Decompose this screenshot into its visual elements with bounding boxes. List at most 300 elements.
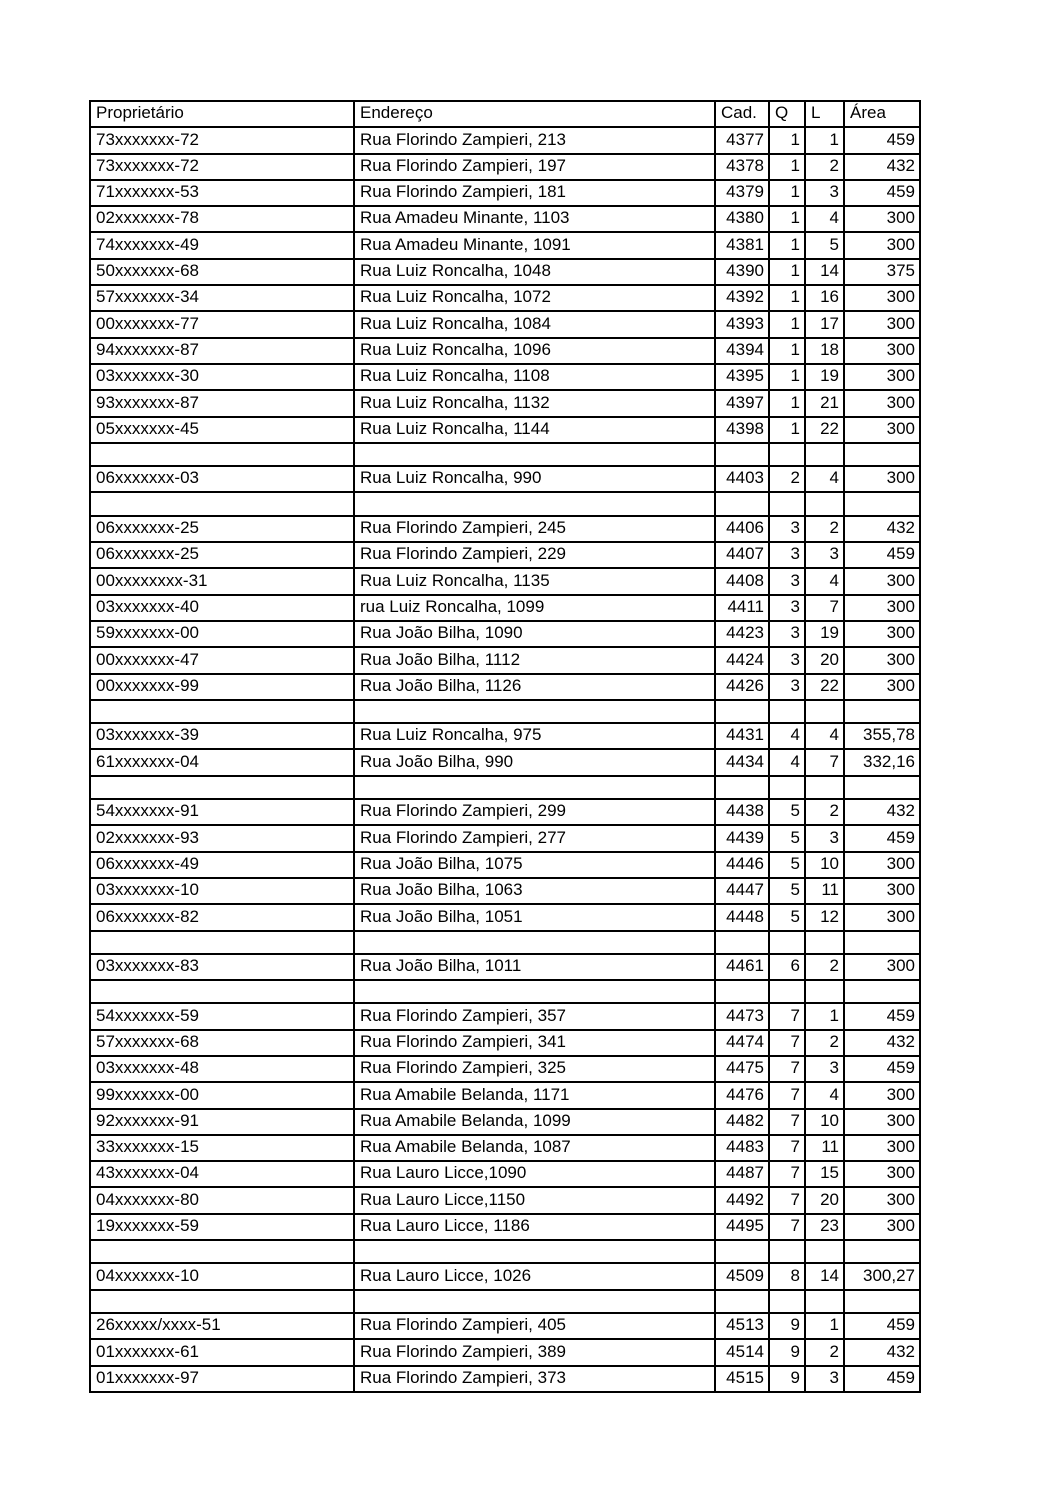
cell-q: 3 [769,568,805,594]
cell-cad: 4483 [715,1135,769,1161]
table-row [90,364,920,390]
table-row [90,621,920,647]
cell-endereco: Rua Lauro Licce, 1186 [354,1214,715,1240]
cell-q: 1 [769,338,805,364]
cell-l: 19 [805,621,844,647]
cell-area: 300 [844,232,920,258]
cell-area: 300 [844,364,920,390]
cell-proprietario [90,700,354,723]
cell-q: 1 [769,154,805,180]
cell-l [805,931,844,954]
cell-area: 300 [844,1214,920,1240]
cell-endereco: Rua Florindo Zampieri, 277 [354,825,715,851]
cell-l: 23 [805,1214,844,1240]
cell-proprietario [90,1290,354,1313]
cell-area [844,443,920,466]
cell-proprietario [90,443,354,466]
cell-area: 300 [844,1109,920,1135]
table-row [90,904,920,930]
cell-area: 300 [844,1082,920,1108]
cell-proprietario: 73xxxxxxx-72 [90,154,354,180]
cell-q: 7 [769,1161,805,1187]
spacer-row [90,1240,920,1263]
cell-cad: 4381 [715,232,769,258]
cell-cad [715,1290,769,1313]
cell-l: 11 [805,878,844,904]
table-row [90,1366,920,1392]
cell-proprietario: 99xxxxxxx-00 [90,1082,354,1108]
cell-endereco: Rua Florindo Zampieri, 197 [354,154,715,180]
cell-cad: 4377 [715,127,769,153]
cell-cad: 4393 [715,311,769,337]
cell-proprietario: 57xxxxxxx-34 [90,285,354,311]
table-row [90,285,920,311]
cell-area: 459 [844,127,920,153]
table-row [90,466,920,492]
cell-endereco: Rua Florindo Zampieri, 325 [354,1056,715,1082]
cell-q: 8 [769,1263,805,1289]
cell-l: 3 [805,542,844,568]
cell-endereco: Rua Florindo Zampieri, 405 [354,1313,715,1339]
cell-cad [715,700,769,723]
column-header-endereco: Endereço [354,101,715,127]
cell-cad [715,492,769,515]
table-row [90,674,920,700]
cell-endereco: Rua Luiz Roncalha, 1144 [354,417,715,443]
table-row [90,516,920,542]
cell-endereco: Rua Luiz Roncalha, 1084 [354,311,715,337]
cell-area: 300 [844,285,920,311]
cell-q [769,931,805,954]
cell-proprietario: 00xxxxxxx-99 [90,674,354,700]
cell-l: 2 [805,799,844,825]
cell-proprietario: 00xxxxxxxx-31 [90,568,354,594]
cell-area [844,700,920,723]
table-row [90,1056,920,1082]
cell-cad [715,443,769,466]
cell-area: 459 [844,180,920,206]
cell-proprietario: 93xxxxxxx-87 [90,390,354,416]
cell-q: 1 [769,311,805,337]
cell-l: 19 [805,364,844,390]
cell-l: 12 [805,904,844,930]
cell-endereco: Rua Lauro Licce, 1026 [354,1263,715,1289]
cell-proprietario [90,980,354,1003]
cell-l: 16 [805,285,844,311]
cell-endereco: Rua Florindo Zampieri, 213 [354,127,715,153]
table-row [90,1339,920,1365]
cell-proprietario: 19xxxxxxx-59 [90,1214,354,1240]
cell-proprietario [90,1240,354,1263]
cell-l: 10 [805,852,844,878]
table-row [90,1135,920,1161]
cell-area: 300 [844,311,920,337]
cell-cad: 4378 [715,154,769,180]
cell-area [844,492,920,515]
property-table [89,100,921,1393]
cell-endereco: Rua Florindo Zampieri, 229 [354,542,715,568]
cell-cad: 4403 [715,466,769,492]
cell-area [844,1290,920,1313]
cell-area: 459 [844,1366,920,1392]
cell-proprietario: 00xxxxxxx-47 [90,647,354,673]
cell-area: 300 [844,1161,920,1187]
cell-proprietario: 73xxxxxxx-72 [90,127,354,153]
cell-cad: 4492 [715,1187,769,1213]
cell-endereco: Rua Florindo Zampieri, 181 [354,180,715,206]
table-row [90,338,920,364]
cell-endereco: Rua João Bilha, 1075 [354,852,715,878]
cell-proprietario: 03xxxxxxx-39 [90,723,354,749]
cell-endereco: Rua Florindo Zampieri, 357 [354,1003,715,1029]
cell-proprietario: 03xxxxxxx-40 [90,595,354,621]
cell-cad: 4515 [715,1366,769,1392]
cell-l: 4 [805,1082,844,1108]
table-row [90,1214,920,1240]
cell-q: 2 [769,466,805,492]
table-row [90,390,920,416]
cell-cad: 4487 [715,1161,769,1187]
cell-l: 11 [805,1135,844,1161]
cell-l: 22 [805,674,844,700]
cell-l: 2 [805,954,844,980]
cell-l: 22 [805,417,844,443]
cell-l: 1 [805,127,844,153]
cell-l: 14 [805,1263,844,1289]
cell-q [769,443,805,466]
cell-proprietario: 61xxxxxxx-04 [90,749,354,775]
cell-cad: 4475 [715,1056,769,1082]
cell-q: 3 [769,621,805,647]
cell-q: 7 [769,1003,805,1029]
cell-proprietario: 01xxxxxxx-97 [90,1366,354,1392]
table-row [90,647,920,673]
cell-cad [715,1240,769,1263]
cell-q: 7 [769,1030,805,1056]
cell-l: 4 [805,568,844,594]
table-row [90,825,920,851]
cell-l: 7 [805,595,844,621]
cell-q [769,492,805,515]
cell-area: 300 [844,417,920,443]
cell-l: 2 [805,1339,844,1365]
cell-endereco: Rua Luiz Roncalha, 1096 [354,338,715,364]
cell-l: 20 [805,647,844,673]
cell-q: 1 [769,259,805,285]
cell-q: 1 [769,390,805,416]
cell-area: 432 [844,1030,920,1056]
table-row [90,799,920,825]
cell-q: 4 [769,749,805,775]
cell-endereco: Rua Luiz Roncalha, 1132 [354,390,715,416]
cell-l [805,492,844,515]
cell-cad: 4408 [715,568,769,594]
cell-l: 4 [805,466,844,492]
cell-l [805,776,844,799]
table-row [90,232,920,258]
cell-proprietario: 03xxxxxxx-10 [90,878,354,904]
cell-endereco [354,931,715,954]
table-row [90,417,920,443]
table-row [90,1263,920,1289]
cell-area: 432 [844,516,920,542]
cell-cad [715,931,769,954]
spacer-row [90,931,920,954]
cell-l: 5 [805,232,844,258]
cell-area: 300 [844,904,920,930]
cell-proprietario: 01xxxxxxx-61 [90,1339,354,1365]
cell-cad: 4509 [715,1263,769,1289]
cell-q: 5 [769,904,805,930]
cell-q [769,1240,805,1263]
cell-endereco: Rua João Bilha, 1090 [354,621,715,647]
cell-l [805,1240,844,1263]
cell-proprietario: 06xxxxxxx-25 [90,542,354,568]
cell-area: 459 [844,1056,920,1082]
cell-l: 18 [805,338,844,364]
cell-cad: 4474 [715,1030,769,1056]
table-row [90,180,920,206]
cell-endereco: Rua Florindo Zampieri, 299 [354,799,715,825]
cell-cad [715,776,769,799]
cell-cad: 4439 [715,825,769,851]
cell-l: 3 [805,1056,844,1082]
cell-endereco [354,980,715,1003]
column-header-area: Área [844,101,920,127]
column-header-l: L [805,101,844,127]
cell-endereco [354,1290,715,1313]
table-row [90,1161,920,1187]
cell-endereco: Rua Florindo Zampieri, 389 [354,1339,715,1365]
cell-proprietario: 05xxxxxxx-45 [90,417,354,443]
cell-q: 4 [769,723,805,749]
table-row [90,259,920,285]
spacer-row [90,443,920,466]
table-row [90,878,920,904]
cell-l [805,443,844,466]
table-row [90,311,920,337]
column-header-q: Q [769,101,805,127]
cell-cad: 4406 [715,516,769,542]
cell-q: 1 [769,127,805,153]
cell-endereco: Rua Lauro Licce,1090 [354,1161,715,1187]
cell-cad: 4397 [715,390,769,416]
cell-endereco: Rua João Bilha, 1063 [354,878,715,904]
cell-proprietario: 06xxxxxxx-25 [90,516,354,542]
cell-endereco: Rua Amabile Belanda, 1087 [354,1135,715,1161]
cell-cad: 4407 [715,542,769,568]
cell-proprietario: 06xxxxxxx-82 [90,904,354,930]
cell-proprietario: 04xxxxxxx-80 [90,1187,354,1213]
table-row [90,206,920,232]
cell-proprietario: 02xxxxxxx-78 [90,206,354,232]
table-row [90,1003,920,1029]
cell-l: 3 [805,1366,844,1392]
table-row [90,595,920,621]
cell-cad: 4513 [715,1313,769,1339]
cell-proprietario: 71xxxxxxx-53 [90,180,354,206]
table-row [90,1109,920,1135]
cell-area: 300 [844,674,920,700]
cell-l: 4 [805,723,844,749]
cell-l: 4 [805,206,844,232]
cell-q: 7 [769,1187,805,1213]
cell-proprietario [90,492,354,515]
table-row [90,1030,920,1056]
cell-endereco [354,492,715,515]
cell-cad: 4411 [715,595,769,621]
cell-area: 375 [844,259,920,285]
cell-proprietario [90,931,354,954]
cell-proprietario: 00xxxxxxx-77 [90,311,354,337]
cell-cad: 4380 [715,206,769,232]
cell-q: 7 [769,1056,805,1082]
cell-q: 1 [769,285,805,311]
cell-endereco: Rua João Bilha, 1112 [354,647,715,673]
table-row [90,1187,920,1213]
cell-q: 7 [769,1082,805,1108]
cell-area: 355,78 [844,723,920,749]
table-row [90,154,920,180]
cell-proprietario [90,776,354,799]
cell-area: 300 [844,852,920,878]
cell-endereco [354,443,715,466]
table-row [90,852,920,878]
cell-cad: 4438 [715,799,769,825]
cell-endereco: Rua Luiz Roncalha, 1048 [354,259,715,285]
cell-q [769,700,805,723]
cell-area [844,980,920,1003]
cell-cad: 4395 [715,364,769,390]
cell-cad: 4446 [715,852,769,878]
cell-cad: 4431 [715,723,769,749]
cell-l: 2 [805,154,844,180]
table-row [90,127,920,153]
cell-cad: 4392 [715,285,769,311]
cell-q: 3 [769,647,805,673]
spacer-row [90,980,920,1003]
cell-l: 3 [805,825,844,851]
cell-area: 300 [844,621,920,647]
cell-endereco: Rua Luiz Roncalha, 975 [354,723,715,749]
cell-q [769,980,805,1003]
cell-proprietario: 33xxxxxxx-15 [90,1135,354,1161]
spacer-row [90,1290,920,1313]
cell-q [769,1290,805,1313]
cell-endereco [354,1240,715,1263]
table-row [90,749,920,775]
cell-endereco: Rua Amabile Belanda, 1171 [354,1082,715,1108]
cell-area: 300 [844,878,920,904]
table-header-row [90,101,920,127]
cell-endereco: Rua Luiz Roncalha, 1108 [354,364,715,390]
cell-cad: 4514 [715,1339,769,1365]
cell-area: 300 [844,1187,920,1213]
cell-proprietario: 06xxxxxxx-49 [90,852,354,878]
cell-cad: 4394 [715,338,769,364]
cell-q: 1 [769,364,805,390]
cell-q: 7 [769,1214,805,1240]
cell-q: 9 [769,1339,805,1365]
column-header-cad: Cad. [715,101,769,127]
cell-cad [715,980,769,1003]
cell-proprietario: 57xxxxxxx-68 [90,1030,354,1056]
cell-q: 5 [769,825,805,851]
cell-cad: 4448 [715,904,769,930]
cell-cad: 4461 [715,954,769,980]
table-row [90,1313,920,1339]
cell-endereco [354,776,715,799]
cell-proprietario: 04xxxxxxx-10 [90,1263,354,1289]
cell-endereco: Rua Amadeu Minante, 1103 [354,206,715,232]
cell-l: 7 [805,749,844,775]
cell-area: 300 [844,466,920,492]
cell-endereco [354,700,715,723]
cell-area: 300 [844,338,920,364]
cell-area [844,931,920,954]
cell-cad: 4482 [715,1109,769,1135]
cell-endereco: Rua Florindo Zampieri, 341 [354,1030,715,1056]
cell-q: 3 [769,516,805,542]
cell-proprietario: 03xxxxxxx-30 [90,364,354,390]
cell-q: 9 [769,1366,805,1392]
cell-l: 3 [805,180,844,206]
cell-proprietario: 74xxxxxxx-49 [90,232,354,258]
cell-q: 1 [769,206,805,232]
spacer-row [90,492,920,515]
cell-cad: 4390 [715,259,769,285]
cell-l: 10 [805,1109,844,1135]
cell-l: 14 [805,259,844,285]
cell-area: 300 [844,390,920,416]
cell-endereco: Rua João Bilha, 1011 [354,954,715,980]
spacer-row [90,700,920,723]
cell-area: 300 [844,1135,920,1161]
table-row [90,1082,920,1108]
cell-proprietario: 26xxxxx/xxxx-51 [90,1313,354,1339]
column-header-proprietario: Proprietário [90,101,354,127]
cell-q: 5 [769,878,805,904]
cell-cad: 4447 [715,878,769,904]
cell-endereco: Rua João Bilha, 1126 [354,674,715,700]
cell-area: 300 [844,595,920,621]
cell-proprietario: 02xxxxxxx-93 [90,825,354,851]
cell-q: 5 [769,852,805,878]
cell-q: 1 [769,180,805,206]
table-row [90,568,920,594]
cell-q: 7 [769,1135,805,1161]
cell-q: 9 [769,1313,805,1339]
cell-proprietario: 92xxxxxxx-91 [90,1109,354,1135]
spacer-row [90,776,920,799]
cell-area: 300 [844,568,920,594]
cell-q: 1 [769,232,805,258]
cell-area: 459 [844,1313,920,1339]
cell-endereco: Rua Amadeu Minante, 1091 [354,232,715,258]
cell-q: 7 [769,1109,805,1135]
cell-area: 459 [844,1003,920,1029]
cell-proprietario: 54xxxxxxx-91 [90,799,354,825]
cell-l [805,700,844,723]
cell-l [805,980,844,1003]
cell-q [769,776,805,799]
cell-endereco: Rua Florindo Zampieri, 245 [354,516,715,542]
cell-area [844,776,920,799]
cell-endereco: Rua Lauro Licce,1150 [354,1187,715,1213]
cell-proprietario: 03xxxxxxx-83 [90,954,354,980]
cell-endereco: Rua Luiz Roncalha, 990 [354,466,715,492]
cell-cad: 4424 [715,647,769,673]
